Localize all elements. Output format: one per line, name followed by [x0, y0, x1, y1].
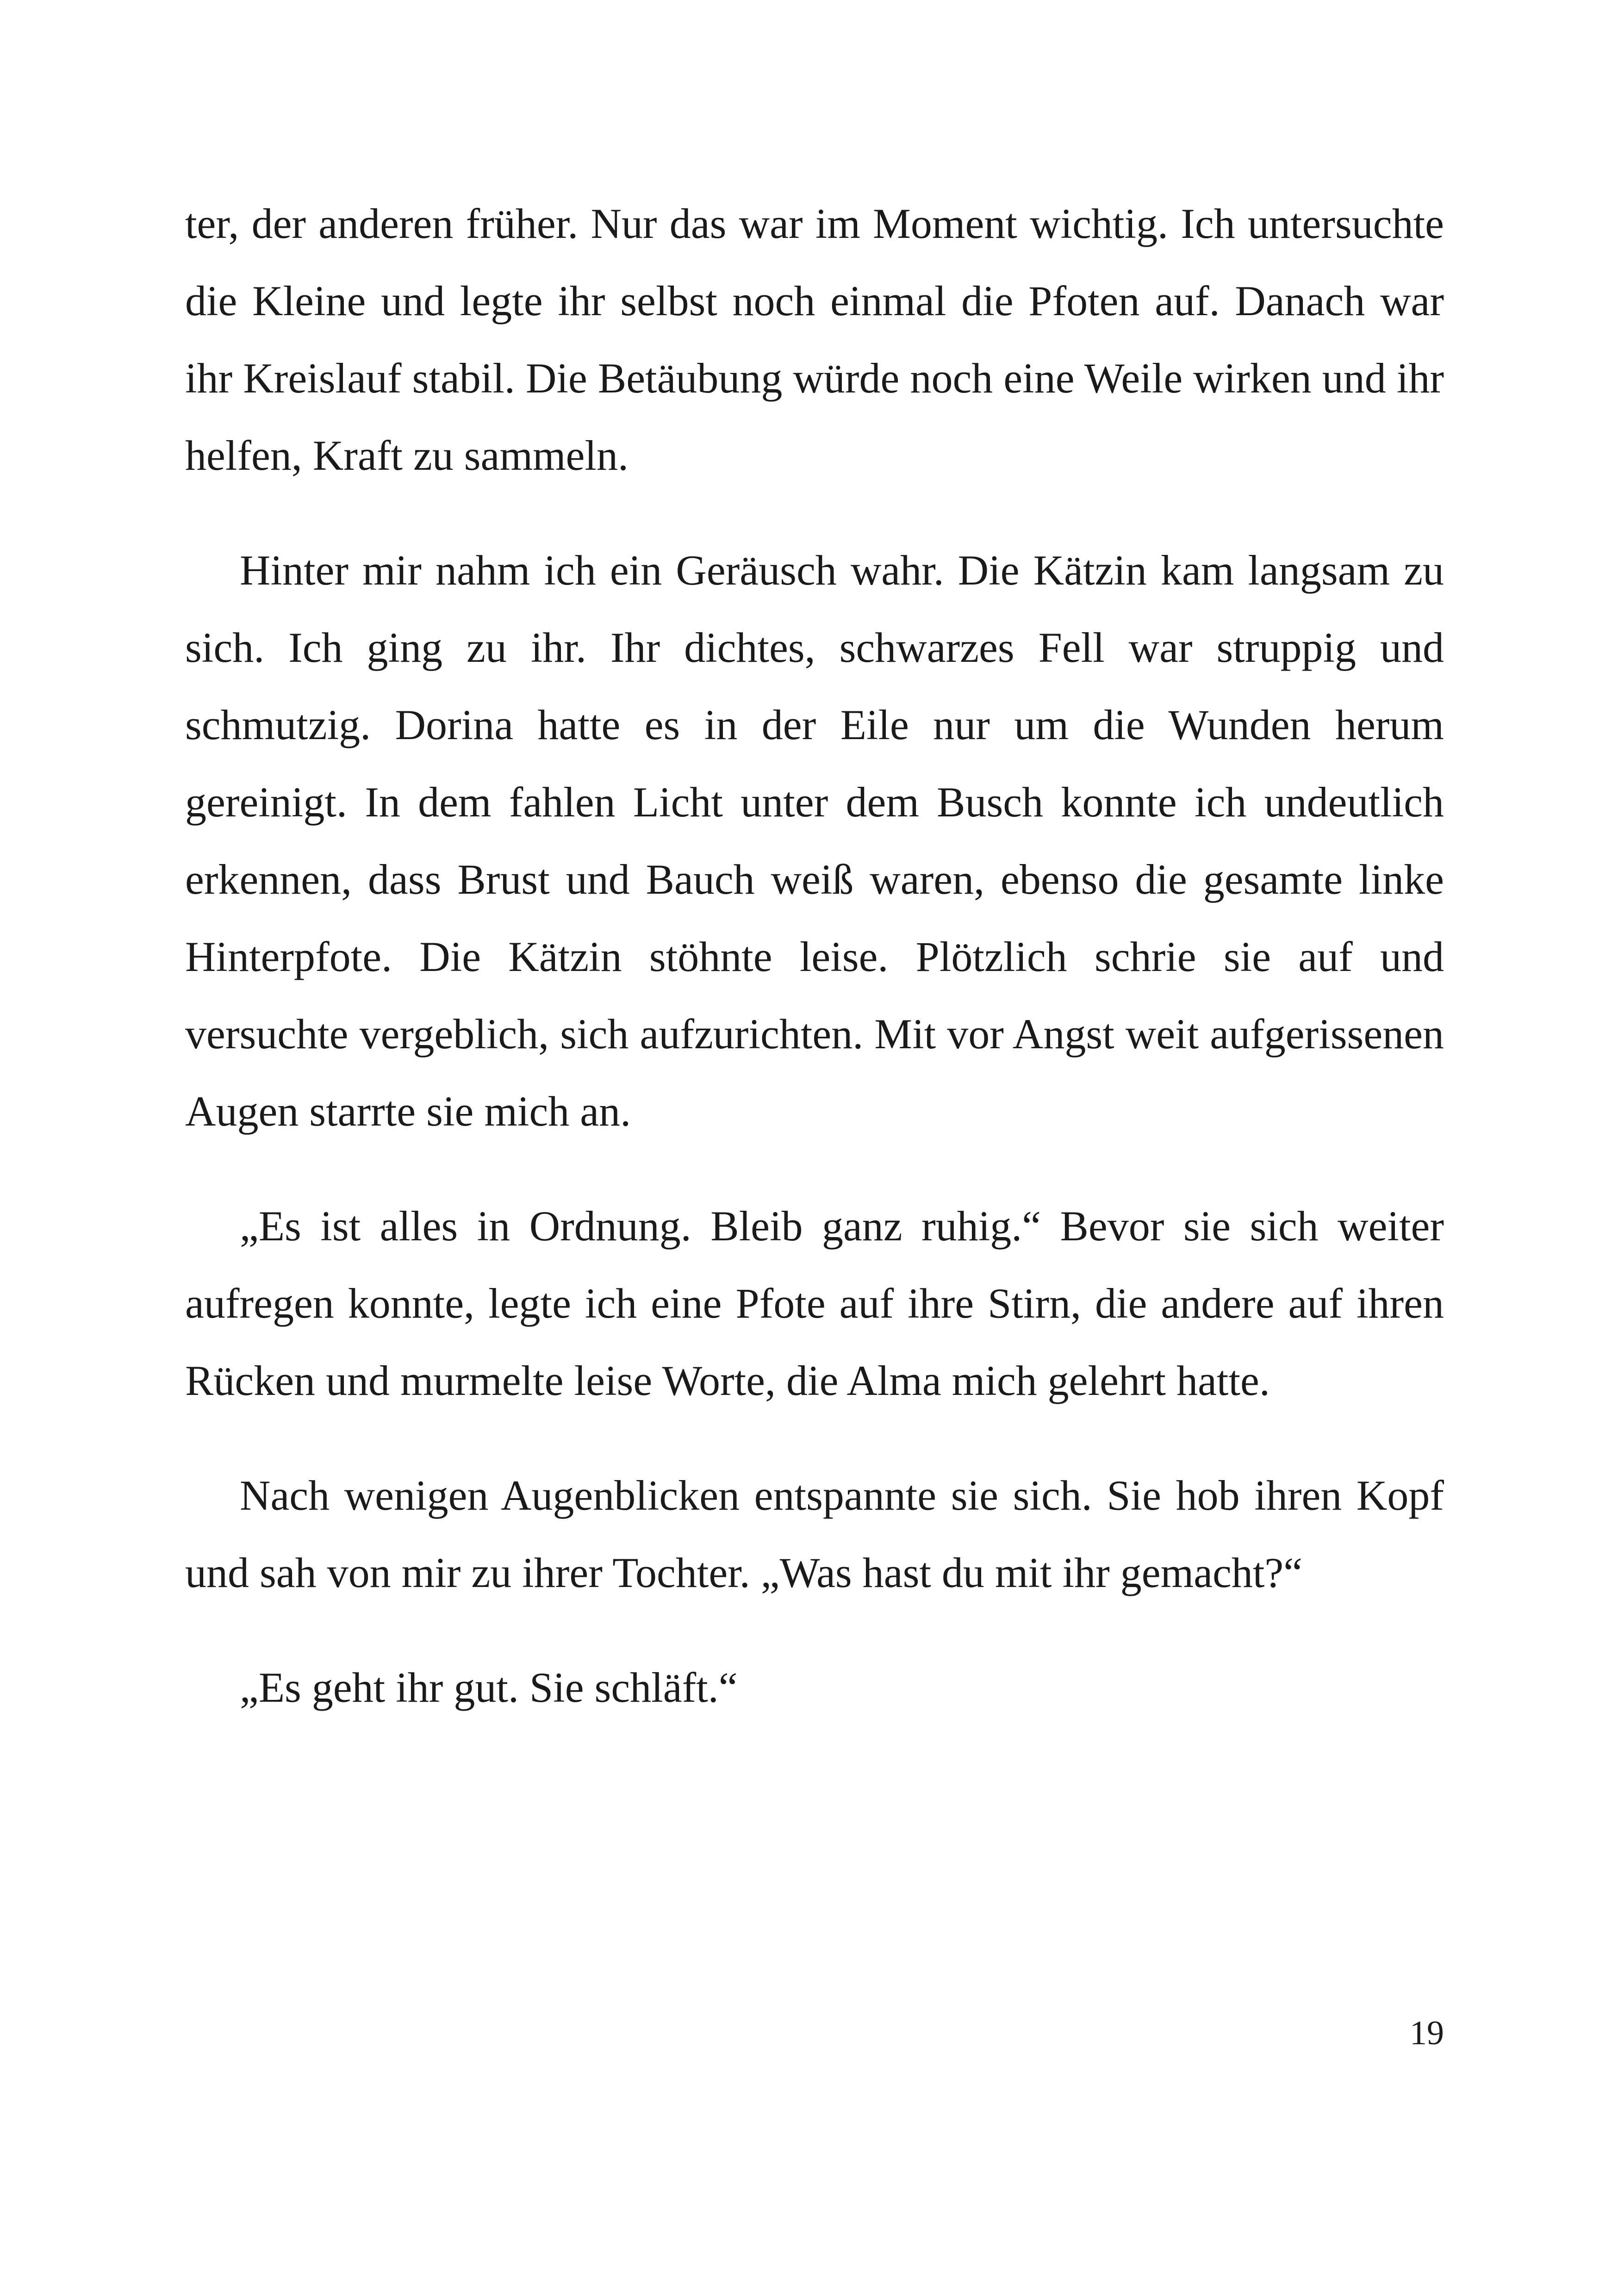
paragraph-2: Hinter mir nahm ich ein Geräusch wahr. Die Kätzin kam langsam zu sich. Ich ging zu ihr. Ihr dichtes, schwarzes Fell war struppig und schmutzig. Dorina hatte es in der Eile nur um die Wunden herum gereinigt. In dem fahlen Licht unter dem Busch konnte ich undeutlich erkennen, dass Brust und Bauch weiß waren, ebenso die gesamte linke Hinterpfote. Die Kätzin stöhnte leise. Plötzlich schrie sie auf und versuchte vergeblich, sich aufzurichten. Mit vor Angst weit aufgerissenen Augen starrte sie mich an. [185, 547, 1444, 1135]
body-text [185, 185, 1444, 1764]
paragraph-1: ter, der anderen früher. Nur das war im Moment wichtig. Ich untersuchte die Kleine und legte ihr selbst noch einmal die Pfoten auf. Danach war ihr Kreislauf stabil. Die Betäubung würde noch eine Weile wirken und ihr helfen, Kraft zu sammeln. [185, 200, 1444, 479]
page-number: 19 [1410, 2014, 1444, 2052]
paragraph-4: Nach wenigen Augenblicken entspannte sie sich. Sie hob ihren Kopf und sah von mir zu ihrer Tochter. „Was hast du mit ihr gemacht?“ [185, 1472, 1444, 1596]
paragraph-3: „Es ist alles in Ordnung. Bleib ganz ruhig.“ Bevor sie sich weiter aufregen konnte, legte ich eine Pfote auf ihre Stirn, die andere auf ihren Rücken und murmelte leise Worte, die Alma mich gelehrt hatte. [185, 1202, 1444, 1404]
paragraph-5: „Es geht ihr gut. Sie schläft.“ [240, 1664, 738, 1711]
